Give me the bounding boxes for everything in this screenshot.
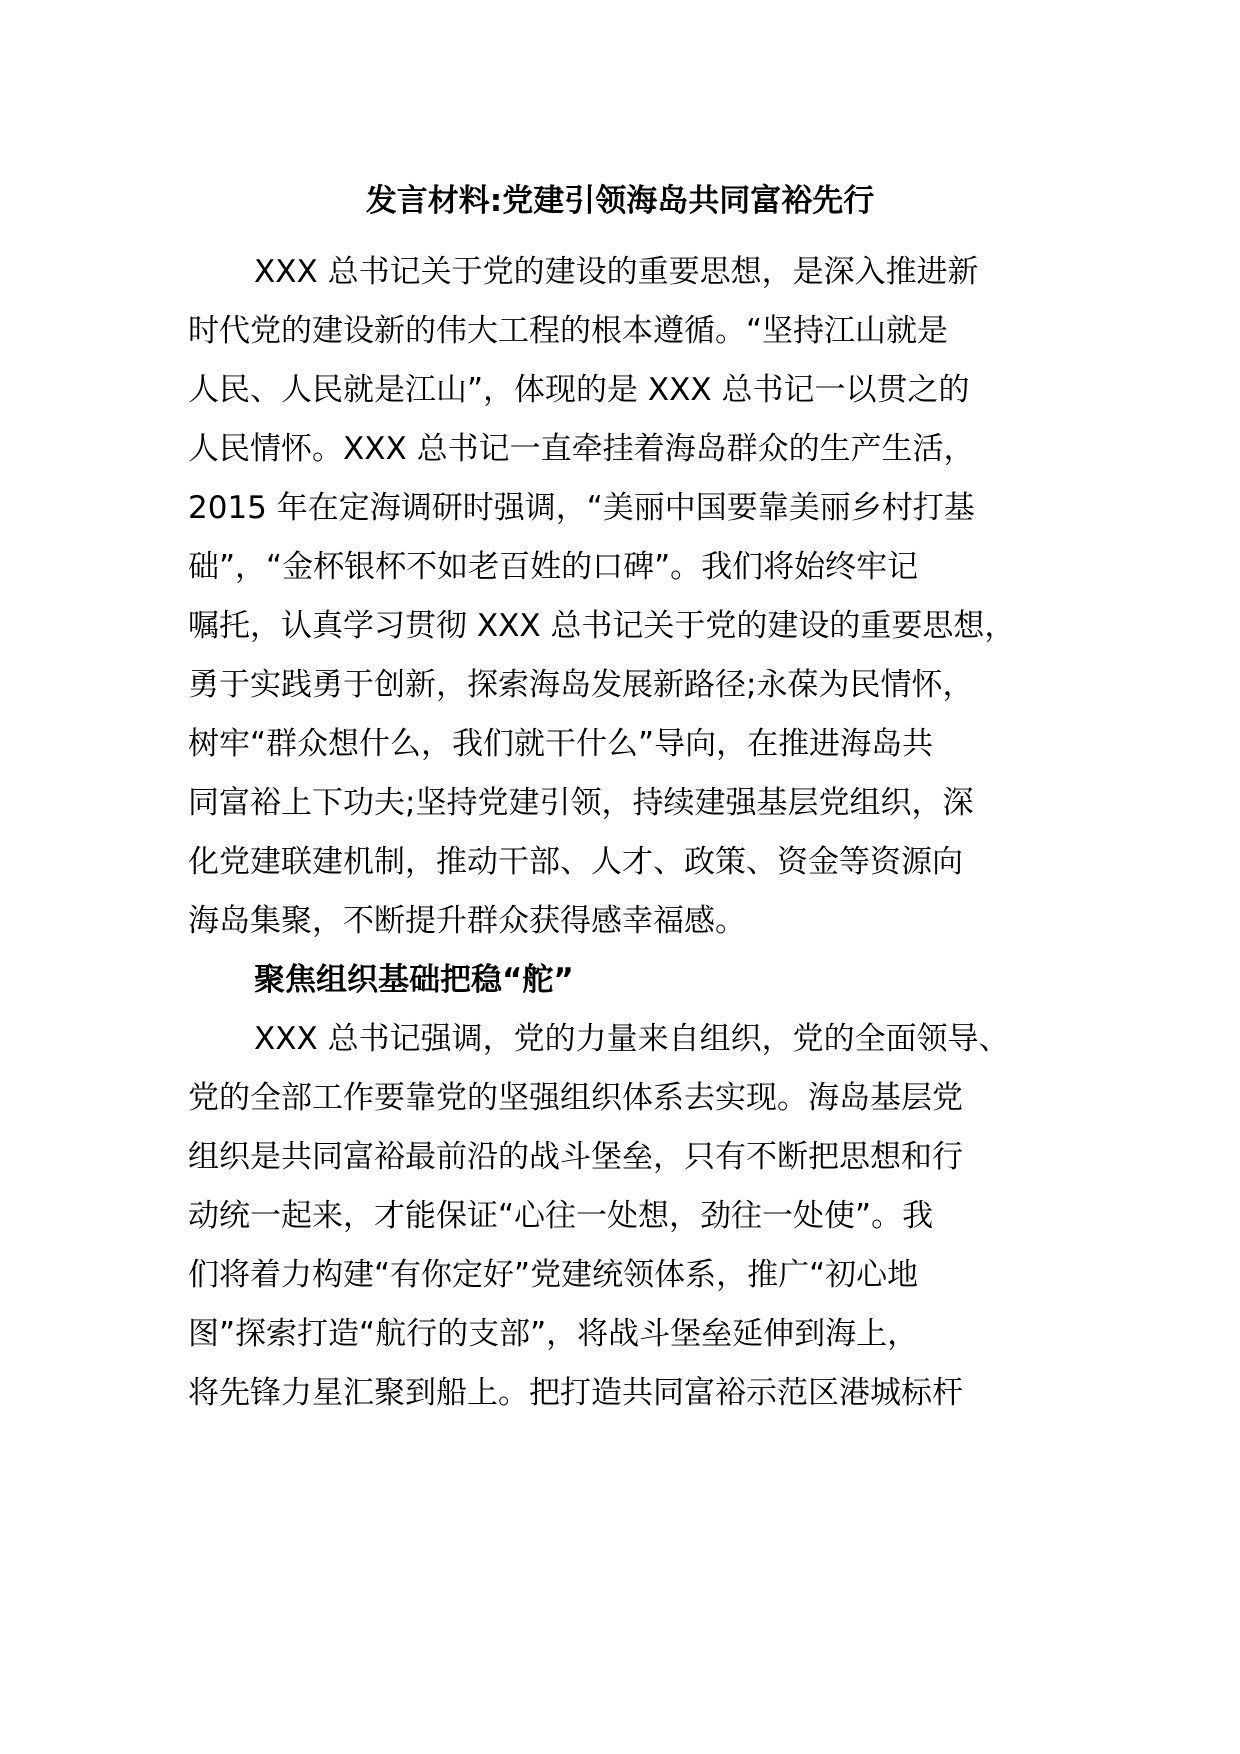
paragraph-2-line-3: 组织是共同富裕最前沿的战斗堡垒，只有不断把思想和行	[188, 1139, 963, 1175]
section-heading: 聚焦组织基础把稳“舵”	[254, 962, 574, 998]
paragraph-1-line-7: 嘱托，认真学习贯彻 XXX 总书记关于党的建设的重要思想，	[188, 608, 1016, 644]
paragraph-1-line-8: 勇于实践勇于创新，探索海岛发展新路径;永葆为民情怀，	[188, 667, 974, 703]
paragraph-2-line-6: 图”探索打造“航行的支部”，将战斗堡垒延伸到海上，	[188, 1316, 919, 1352]
paragraph-1-line-10: 同富裕上下功夫;坚持党建引领，持续建强基层党组织，深	[188, 785, 974, 821]
paragraph-2-line-7: 将先锋力星汇聚到船上。把打造共同富裕示范区港城标杆	[188, 1375, 963, 1411]
paragraph-2-line-2: 党的全部工作要靠党的坚强组织体系去实现。海岛基层党	[188, 1080, 963, 1116]
paragraph-1-line-4: 人民情怀。XXX 总书记一直牵挂着海岛群众的生产生活，	[188, 431, 975, 467]
paragraph-2-line-1: XXX 总书记强调，党的力量来自组织，党的全面领导、	[254, 1021, 1010, 1057]
paragraph-1-line-6: 础”，“金杯银杯不如老百姓的口碑”。我们将始终牢记	[188, 549, 919, 585]
paragraph-1-line-9: 树牢“群众想什么，我们就干什么”导向，在推进海岛共	[188, 726, 934, 762]
document-title: 发言材料:党建引领海岛共同富裕先行	[365, 183, 875, 219]
paragraph-1-line-1: XXX 总书记关于党的建设的重要思想，是深入推进新	[254, 254, 979, 290]
paragraph-1-line-2: 时代党的建设新的伟大工程的根本遵循。“坚持江山就是	[188, 313, 949, 349]
paragraph-1-line-12: 海岛集聚，不断提升群众获得感幸福感。	[188, 903, 746, 939]
paragraph-2-line-5: 们将着力构建“有你定好”党建统领体系，推广“初心地	[188, 1257, 919, 1293]
paragraph-2-line-4: 动统一起来，才能保证“心往一处想，劲往一处使”。我	[188, 1198, 934, 1234]
paragraph-1-line-5: 2015 年在定海调研时强调，“美丽中国要靠美丽乡村打基	[188, 490, 975, 526]
paragraph-1-line-11: 化党建联建机制，推动干部、人才、政策、资金等资源向	[188, 844, 963, 880]
paragraph-1-line-3: 人民、人民就是江山”，体现的是 XXX 总书记一以贯之的	[188, 372, 970, 408]
